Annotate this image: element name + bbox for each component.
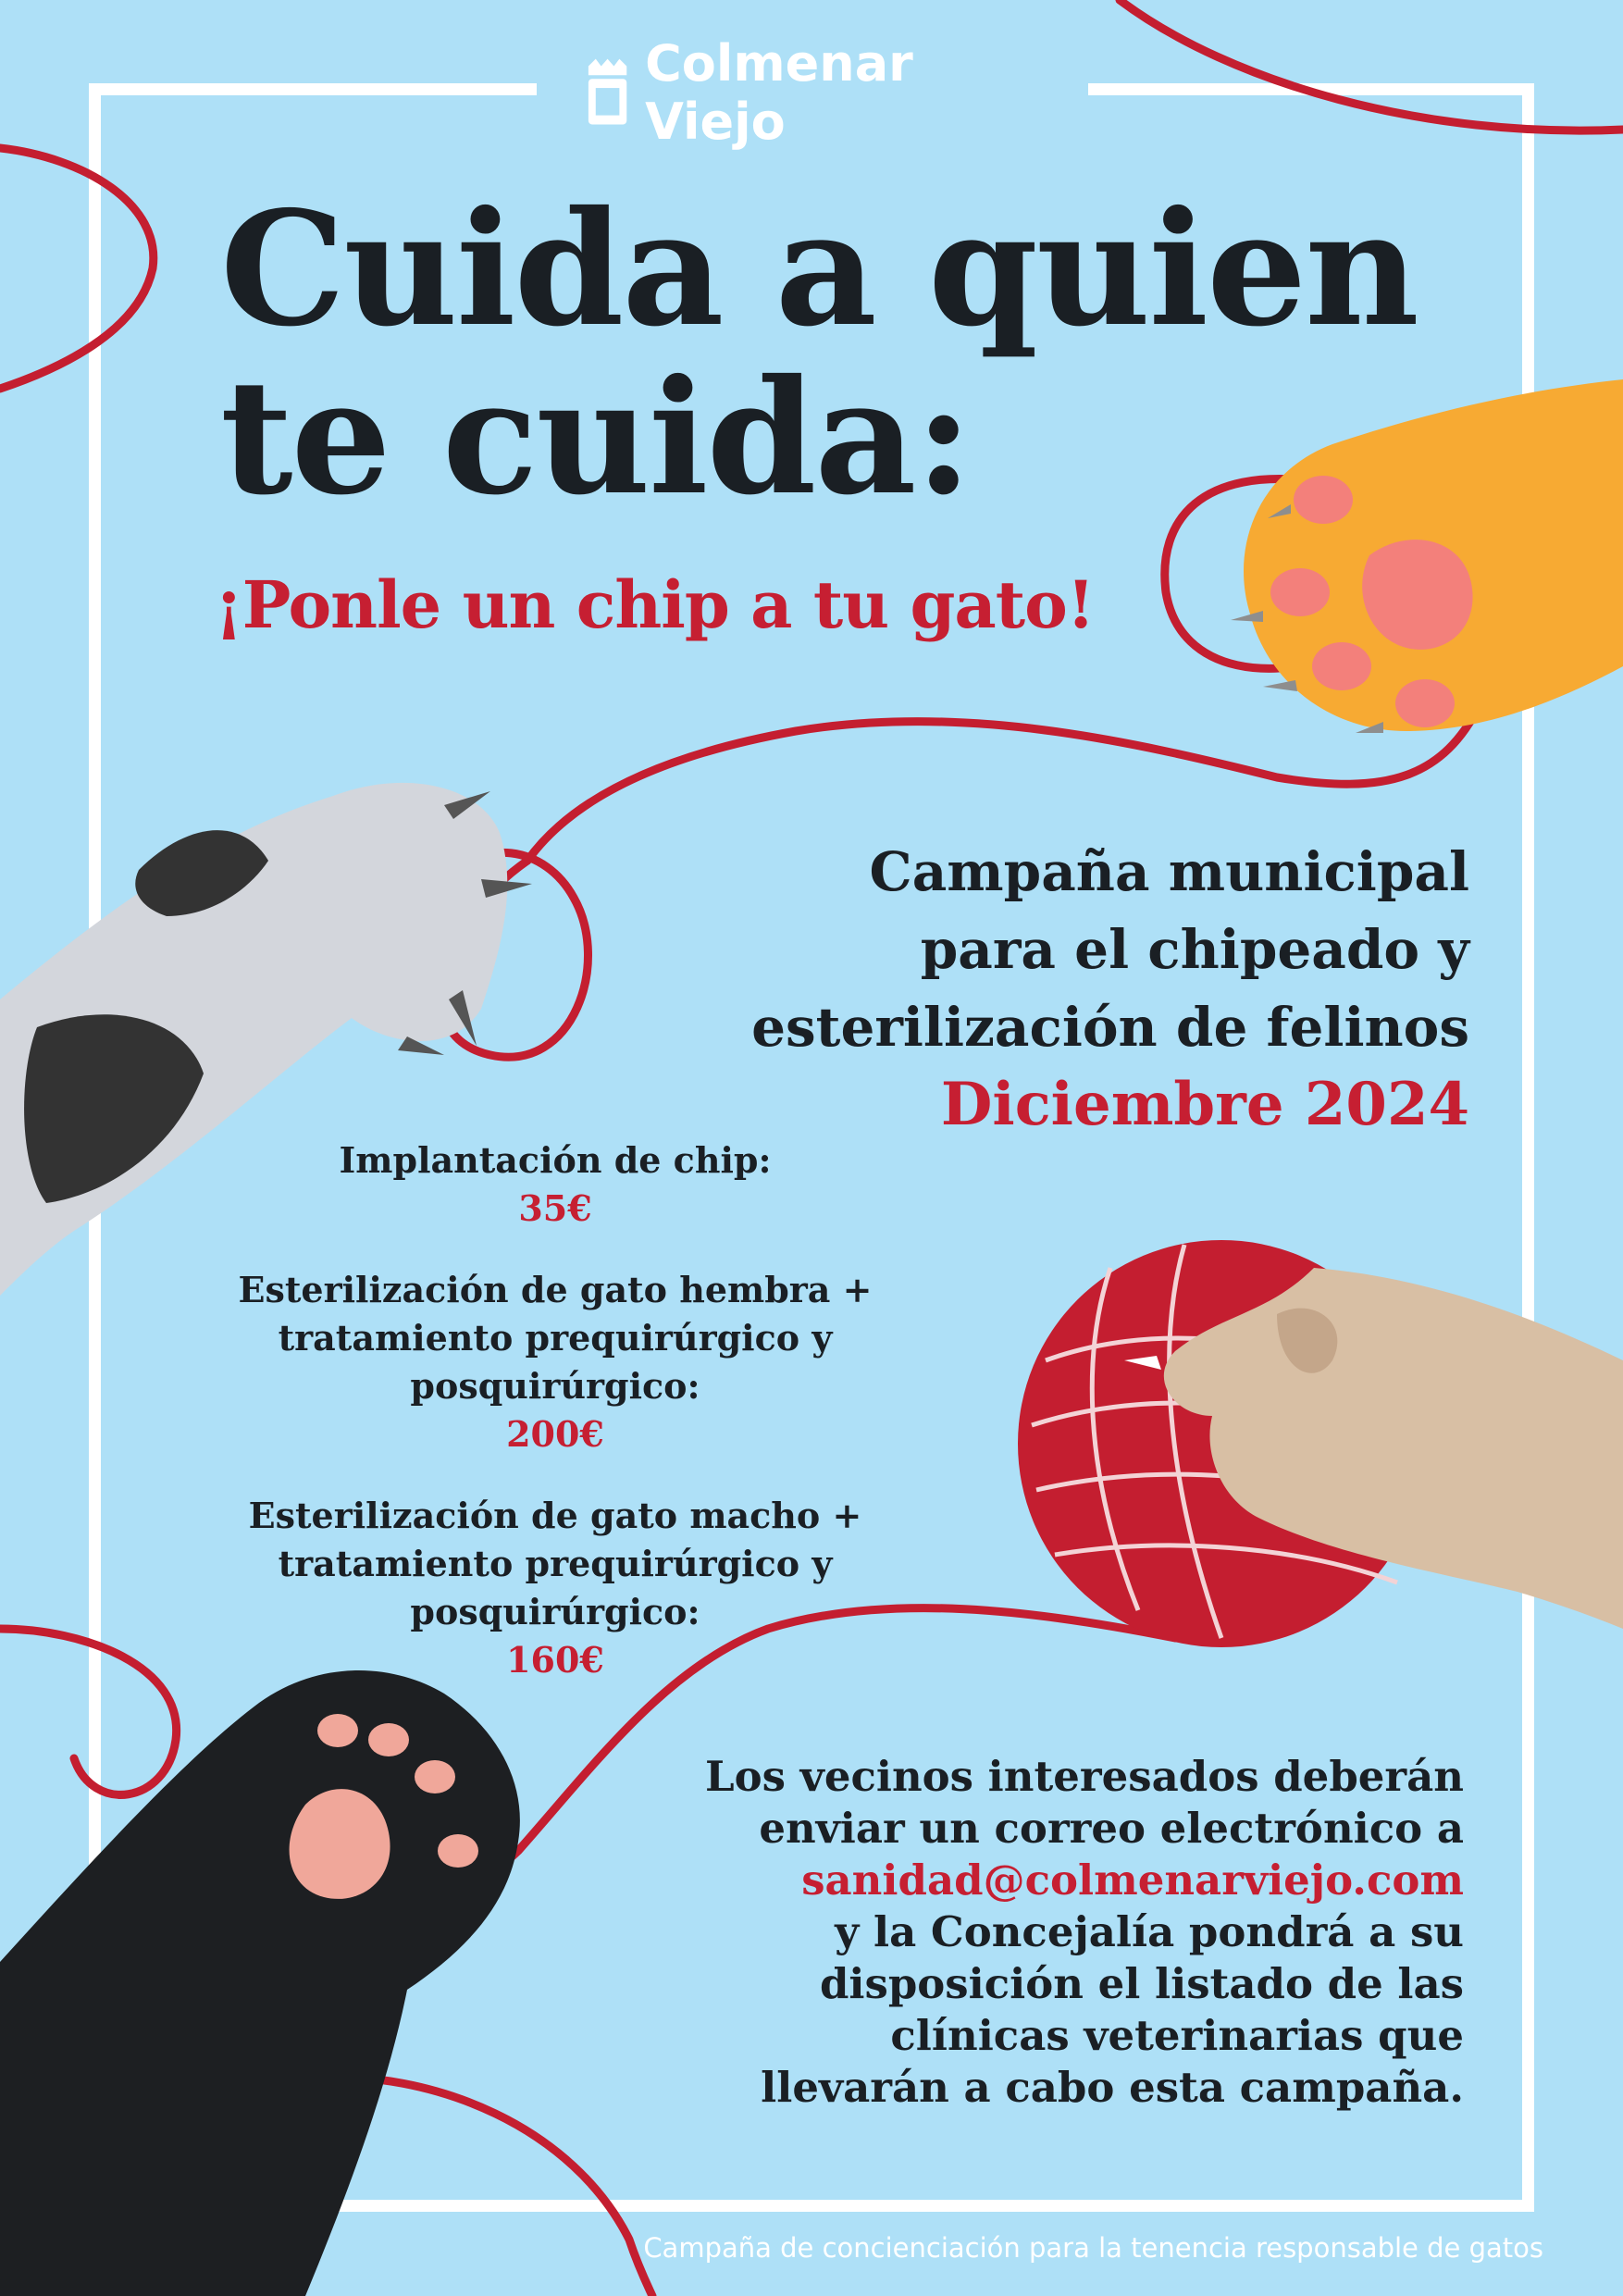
- price-value: 35€: [518, 1187, 592, 1229]
- price-item-female: [139, 1266, 972, 1458]
- contact-info: [705, 1751, 1464, 2114]
- info-line: enviar un correo electrónico a: [759, 1804, 1464, 1853]
- campaign-description: [751, 833, 1469, 1144]
- campaign-line: para el chipeado y: [920, 918, 1469, 981]
- page-title: Cuida a quien te cuida:: [220, 177, 1418, 530]
- crown-shield-icon: [583, 58, 632, 127]
- campaign-date: Diciembre 2024: [940, 1070, 1469, 1139]
- price-value: 200€: [506, 1413, 604, 1455]
- campaign-line: esterilización de felinos: [751, 996, 1469, 1059]
- price-value: 160€: [506, 1639, 604, 1681]
- contact-email-link[interactable]: sanidad@colmenarviejo.com: [801, 1855, 1464, 1905]
- yarn-string: [1120, 0, 1623, 130]
- price-item-male: [139, 1492, 972, 1684]
- price-label: Esterilización de gato hembra +: [238, 1269, 873, 1310]
- price-label: tratamiento prequirúrgico y posquirúrgico:: [278, 1317, 833, 1407]
- info-line: y la Concejalía pondrá a su: [835, 1907, 1464, 1956]
- yarn-string: [0, 148, 154, 389]
- brand-logo: [583, 34, 1064, 151]
- info-line: disposición el listado de las: [819, 1959, 1464, 2008]
- price-list: [139, 1136, 972, 1718]
- info-line: Los vecinos interesados deberán: [705, 1752, 1464, 1801]
- price-label: Esterilización de gato macho +: [248, 1495, 862, 1536]
- page-subtitle: ¡Ponle un chip a tu gato!: [215, 566, 1095, 643]
- price-label: Implantación de chip:: [339, 1139, 772, 1181]
- info-line: llevarán a cabo esta campaña.: [761, 2063, 1464, 2112]
- footer-text: Campaña de concienciación para la tenencia responsable de gatos: [643, 2232, 1543, 2264]
- price-item-chip: [139, 1136, 972, 1233]
- brand-name: Colmenar Viejo: [645, 34, 913, 151]
- info-line: clínicas veterinarias que: [890, 2011, 1464, 2060]
- campaign-line: Campaña municipal: [869, 840, 1469, 903]
- price-label: tratamiento prequirúrgico y posquirúrgico:: [278, 1543, 833, 1632]
